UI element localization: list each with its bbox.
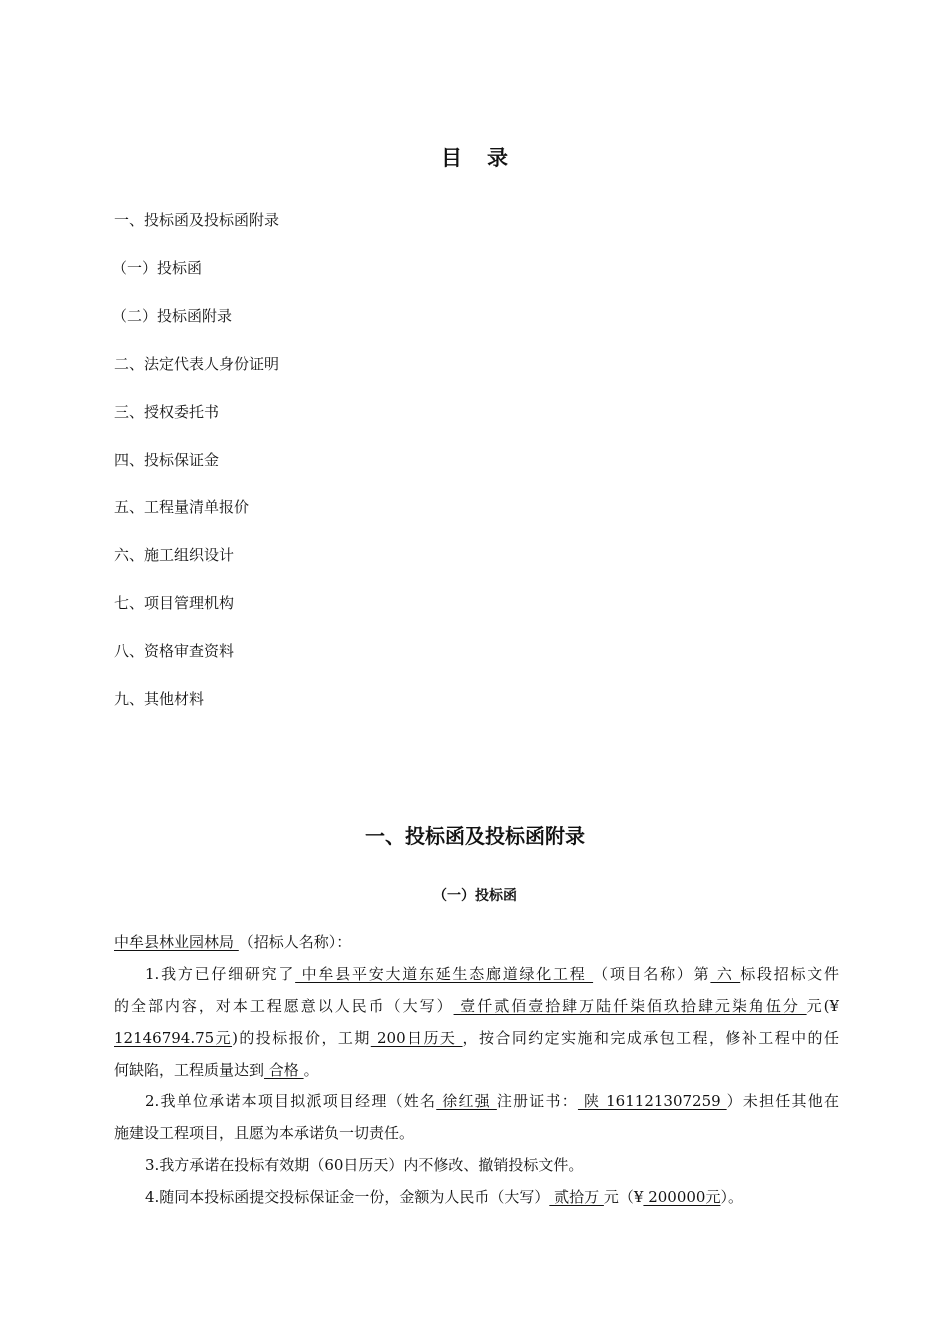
paragraph-1-line-3: 12146794.75元)的投标报价，工期 200日历天 ，按合同约定实施和完成承包工程，修补工程中的任: [114, 1029, 839, 1047]
manager-name: 徐红强: [436, 1092, 497, 1110]
project-name: 中牟县平安大道东延生态廊道绿化工程: [295, 965, 594, 983]
construction-period: 200日历天: [370, 1029, 463, 1047]
toc-item: （一）投标函: [112, 259, 203, 277]
lot-number: 六: [710, 965, 741, 983]
paragraph-3: 3.我方承诺在投标有效期（60日历天）内不修改、撤销投标文件。: [145, 1156, 584, 1174]
bid-amount-number: 12146794.75元: [114, 1029, 233, 1047]
toc-title: 目 录: [441, 146, 509, 170]
section-title: 一、投标函及投标函附录: [365, 824, 585, 848]
toc-item: 九、其他材料: [114, 690, 205, 708]
bid-amount-words: 壹仟贰佰壹拾肆万陆仟柒佰玖拾肆元柒角伍分: [453, 997, 807, 1015]
toc-item: 二、法定代表人身份证明: [114, 355, 280, 373]
paragraph-4: 4.随同本投标函提交投标保证金一份，金额为人民币（大写） 贰拾万 元（¥ 200000元）。: [145, 1188, 743, 1206]
section-subtitle: （一）投标函: [433, 888, 517, 904]
toc-item: 七、项目管理机构: [114, 594, 235, 612]
paragraph-1-line-1: 1.我方已仔细研究了 中牟县平安大道东延生态廊道绿化工程 （项目名称）第 六 标段招标文件: [145, 965, 839, 983]
paragraph-1-line-2: 的全部内容，对本工程愿意以人民币（大写） 壹仟贰佰壹拾肆万陆仟柒佰玖拾肆元柒角伍分 元(¥: [114, 997, 839, 1015]
certificate-number: 陕 161121307259: [577, 1092, 727, 1110]
bond-amount-number: 200000元: [643, 1188, 721, 1206]
toc-item: （二）投标函附录: [112, 307, 233, 325]
toc-item: 四、投标保证金: [114, 451, 220, 469]
paragraph-1-line-4: 何缺陷，工程质量达到 合格 。: [114, 1061, 319, 1079]
toc-item: 五、工程量清单报价: [114, 498, 250, 516]
toc-item: 一、投标函及投标函附录: [114, 211, 280, 229]
recipient-line: 中牟县林业园林局 （招标人名称）：: [114, 933, 352, 951]
paragraph-2-line-2: 施建设工程项目，且愿为本承诺负一切责任。: [114, 1124, 415, 1142]
bond-amount-words: 贰拾万: [549, 1188, 604, 1206]
recipient-name: 中牟县林业园林局: [114, 933, 239, 951]
paragraph-2-line-1: 2.我单位承诺本项目拟派项目经理（姓名 徐红强 注册证书： 陕 161121307259 ）未担任其他在: [145, 1092, 839, 1110]
toc-item: 八、资格审查资料: [114, 642, 235, 660]
toc-item: 六、施工组织设计: [114, 546, 235, 564]
toc-item: 三、授权委托书: [114, 403, 220, 421]
quality-standard: 合格: [264, 1061, 304, 1079]
